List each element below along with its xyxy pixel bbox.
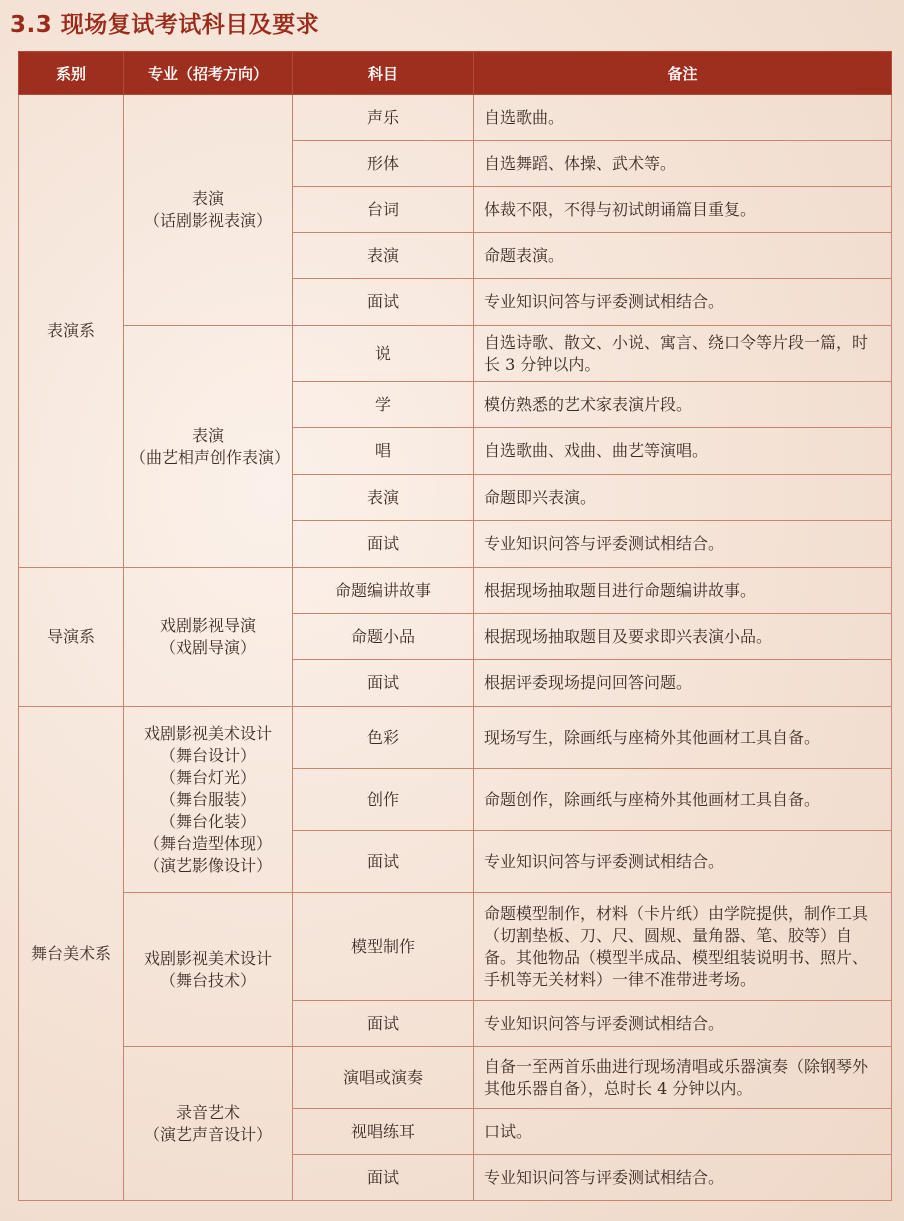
subject-cell: 形体 bbox=[293, 141, 474, 187]
subject-cell: 表演 bbox=[293, 475, 474, 521]
note-cell: 现场写生，除画纸与座椅外其他画材工具自备。 bbox=[474, 707, 892, 769]
major-cell: 戏剧影视美术设计 （舞台技术） bbox=[124, 893, 293, 1047]
table-row bbox=[19, 568, 892, 614]
subject-cell: 色彩 bbox=[293, 707, 474, 769]
header-note: 备注 bbox=[474, 52, 892, 95]
subject-cell: 命题小品 bbox=[293, 614, 474, 660]
note-cell: 命题表演。 bbox=[474, 233, 892, 279]
note-cell: 自选歌曲、戏曲、曲艺等演唱。 bbox=[474, 428, 892, 475]
note-cell: 命题模型制作，材料（卡片纸）由学院提供，制作工具（切割垫板、刀、尺、圆规、量角器、笔、胶等）自备。其他物品（模型半成品、模型组装说明书、照片、手机等无关材料）一律不准带进考场。 bbox=[474, 893, 892, 1001]
header-subject: 科目 bbox=[293, 52, 474, 95]
subject-cell: 学 bbox=[293, 382, 474, 428]
major-cell: 表演 （曲艺相声创作表演） bbox=[124, 326, 293, 568]
dept-cell: 表演系 bbox=[19, 95, 124, 568]
note-cell: 根据评委现场提问回答问题。 bbox=[474, 660, 892, 707]
note-cell: 命题创作，除画纸与座椅外其他画材工具自备。 bbox=[474, 769, 892, 831]
subject-cell: 唱 bbox=[293, 428, 474, 475]
major-cell: 表演 （话剧影视表演） bbox=[124, 95, 293, 326]
note-cell: 专业知识问答与评委测试相结合。 bbox=[474, 1155, 892, 1201]
subject-cell: 命题编讲故事 bbox=[293, 568, 474, 614]
subject-cell: 面试 bbox=[293, 831, 474, 893]
table-row bbox=[19, 893, 892, 1001]
subject-cell: 创作 bbox=[293, 769, 474, 831]
note-cell: 根据现场抽取题目及要求即兴表演小品。 bbox=[474, 614, 892, 660]
note-cell: 专业知识问答与评委测试相结合。 bbox=[474, 279, 892, 326]
note-cell: 自备一至两首乐曲进行现场清唱或乐器演奏（除钢琴外其他乐器自备），总时长 4 分钟以内。 bbox=[474, 1047, 892, 1109]
subject-cell: 面试 bbox=[293, 1155, 474, 1201]
subject-cell: 面试 bbox=[293, 660, 474, 707]
major-cell: 录音艺术 （演艺声音设计） bbox=[124, 1047, 293, 1201]
note-cell: 口试。 bbox=[474, 1109, 892, 1155]
note-cell: 根据现场抽取题目进行命题编讲故事。 bbox=[474, 568, 892, 614]
note-cell: 自选舞蹈、体操、武术等。 bbox=[474, 141, 892, 187]
subject-cell: 说 bbox=[293, 326, 474, 382]
header-dept: 系别 bbox=[19, 52, 124, 95]
note-cell: 自选诗歌、散文、小说、寓言、绕口令等片段一篇，时长 3 分钟以内。 bbox=[474, 326, 892, 382]
note-cell: 体裁不限，不得与初试朗诵篇目重复。 bbox=[474, 187, 892, 233]
header-major: 专业（招考方向） bbox=[124, 52, 293, 95]
dept-cell: 导演系 bbox=[19, 568, 124, 707]
subject-cell: 面试 bbox=[293, 279, 474, 326]
subject-cell: 声乐 bbox=[293, 95, 474, 141]
subject-cell: 视唱练耳 bbox=[293, 1109, 474, 1155]
note-cell: 专业知识问答与评委测试相结合。 bbox=[474, 1001, 892, 1047]
note-cell: 自选歌曲。 bbox=[474, 95, 892, 141]
subject-cell: 模型制作 bbox=[293, 893, 474, 1001]
subject-cell: 台词 bbox=[293, 187, 474, 233]
note-cell: 专业知识问答与评委测试相结合。 bbox=[474, 831, 892, 893]
table-row bbox=[19, 707, 892, 769]
subject-cell: 演唱或演奏 bbox=[293, 1047, 474, 1109]
subject-cell: 面试 bbox=[293, 521, 474, 568]
note-cell: 模仿熟悉的艺术家表演片段。 bbox=[474, 382, 892, 428]
note-cell: 命题即兴表演。 bbox=[474, 475, 892, 521]
note-cell: 专业知识问答与评委测试相结合。 bbox=[474, 521, 892, 568]
major-cell: 戏剧影视导演 （戏剧导演） bbox=[124, 568, 293, 707]
subject-cell: 表演 bbox=[293, 233, 474, 279]
table-row bbox=[19, 95, 892, 141]
dept-cell: 舞台美术系 bbox=[19, 707, 124, 1201]
section-title: 3.3 现场复试考试科目及要求 bbox=[10, 12, 320, 38]
table-row bbox=[19, 326, 892, 382]
exam-requirements-table bbox=[18, 51, 892, 1201]
subject-cell: 面试 bbox=[293, 1001, 474, 1047]
table-row bbox=[19, 1047, 892, 1109]
major-cell: 戏剧影视美术设计 （舞台设计） （舞台灯光） （舞台服装） （舞台化装） （舞台造型体现） （演艺影像设计） bbox=[124, 707, 293, 893]
table-header-row bbox=[19, 52, 892, 95]
